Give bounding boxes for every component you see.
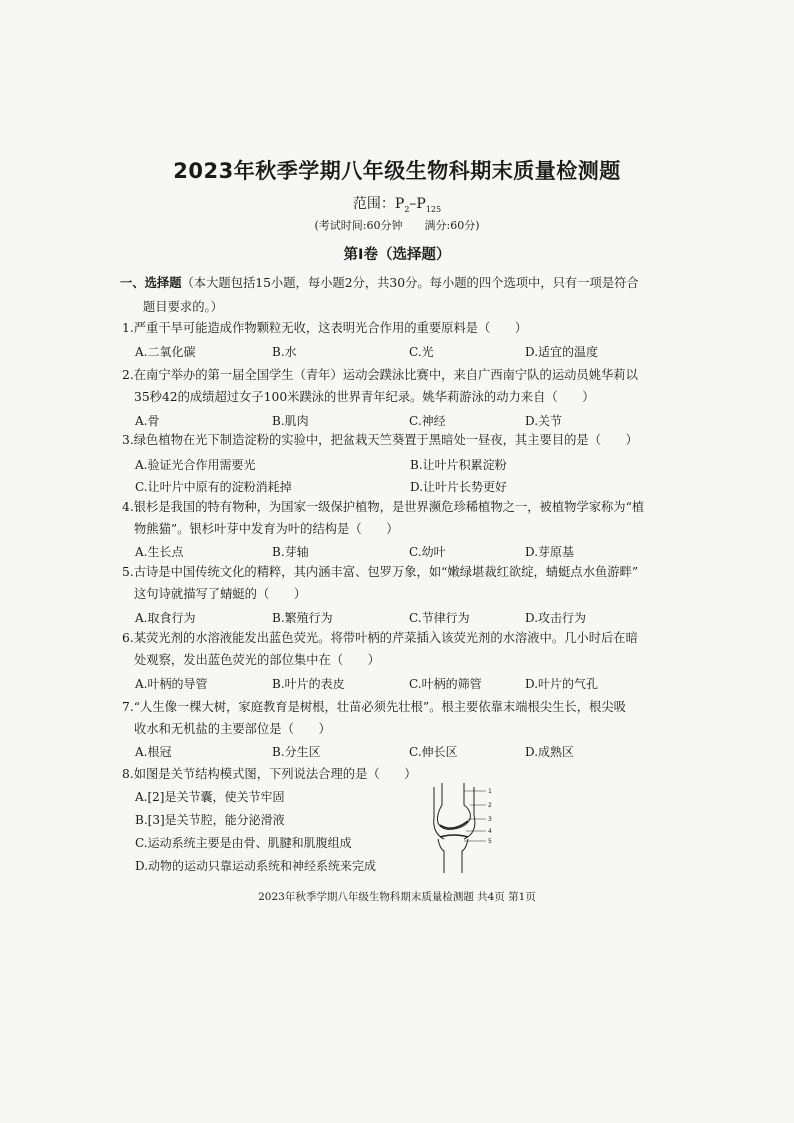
option-d: D.攻击行为 <box>525 611 587 625</box>
diagram-label-2: 2 <box>488 802 492 809</box>
page-footer: 2023年秋季学期八年级生物科期末质量检测题 共4页 第1页 <box>258 891 536 903</box>
option-c: C.神经 <box>409 414 446 428</box>
option-c: C.幼叶 <box>409 545 446 559</box>
joint-structure-diagram <box>430 783 500 873</box>
question-text: 3.绿色植物在光下制造淀粉的实验中，把盆栽天竺葵置于黑暗处一昼夜，其主要目的是（ ） <box>122 433 638 447</box>
question-6 <box>122 627 650 671</box>
scope-range: 范围：$P_2-P_{125}$ <box>352 196 442 214</box>
option-b: B.分生区 <box>272 745 321 759</box>
question-text-cont: 物熊猫”。银杉叶芽中发育为叶的结构是（ ） <box>134 522 399 536</box>
option-b: B.肌肉 <box>272 414 309 428</box>
option-a: A.取食行为 <box>135 611 196 625</box>
question-8-option-b: B.[3]是关节腔，能分泌滑液 <box>135 813 285 827</box>
question-4-options <box>135 543 655 563</box>
question-7 <box>122 696 650 740</box>
option-c: C.节律行为 <box>409 611 470 625</box>
diagram-label-4: 4 <box>488 828 492 835</box>
question-3-option-c: C.让叶片中原有的淀粉消耗掉 <box>135 480 292 494</box>
question-text: 2.在南宁举办的第一届全国学生（青年）运动会蹼泳比赛中，来自广西南宁队的运动员姚华莉以 <box>122 368 638 382</box>
question-text: 4.银杉是我国的特有物种，为国家一级保护植物，是世界濒危珍稀植物之一，被植物学家称为“植 <box>122 500 645 514</box>
option-c: C.叶柄的筛管 <box>409 677 482 691</box>
exam-title: 2023年秋季学期八年级生物科期末质量检测题 <box>173 159 621 183</box>
question-text: 8.如图是关节结构模式图，下列说法合理的是（ ） <box>122 767 417 781</box>
articular-cartilage-upper <box>440 821 468 828</box>
option-a: A.根冠 <box>135 745 172 759</box>
question-1 <box>122 317 650 339</box>
question-3-option-d: D.让叶片长势更好 <box>410 480 508 494</box>
option-a: A.生长点 <box>135 545 184 559</box>
question-text-cont: 处观察，发出蓝色荧光的部位集中在（ ） <box>134 653 380 667</box>
question-5-options <box>135 609 655 629</box>
section-title: 第Ⅰ卷（选择题） <box>343 247 451 263</box>
articular-cartilage-lower <box>440 835 468 837</box>
option-a: A.二氧化碳 <box>135 345 196 359</box>
option-a: A.叶柄的导管 <box>135 677 208 691</box>
question-text: 5.古诗是中国传统文化的精粹，其内涵丰富、包罗万象，如“嫩绿堪裁红欲绽，蜻蜓点水鱼游畔” <box>122 565 639 579</box>
question-8-option-a: A.[2]是关节囊，使关节牢固 <box>135 790 285 804</box>
question-6-options <box>135 675 655 695</box>
question-text-cont: 35秒42的成绩超过女子100米蹼泳的世界青年纪录。姚华莉游泳的动力来自（ ） <box>134 390 595 404</box>
question-1-options <box>135 343 655 363</box>
question-3 <box>122 429 650 451</box>
option-b: B.叶片的表皮 <box>272 677 345 691</box>
option-d: D.芽原基 <box>525 545 575 559</box>
option-b: B.芽轴 <box>272 545 309 559</box>
option-b: B.繁殖行为 <box>272 611 333 625</box>
label-leader-lines <box>464 791 486 841</box>
diagram-label-3: 3 <box>488 816 492 823</box>
section-instructions: 一、选择题（本大题包括15小题，每小题2分，共30分。每小题的四个选项中，只有一项是符合 题目要求的。） <box>120 275 639 314</box>
question-7-options <box>135 743 655 763</box>
question-3-option-b: B.让叶片积累淀粉 <box>410 458 507 472</box>
question-text: 7.“人生像一棵大树，家庭教育是树根，壮苗必须先壮根”。根主要依靠末端根尖生长，根尖吸 <box>122 700 626 714</box>
exam-time-score: (考试时间:60分钟 满分:60分) <box>314 219 480 232</box>
option-a: A.骨 <box>135 414 160 428</box>
diagram-label-5: 5 <box>488 838 492 845</box>
question-8-option-d: D.动物的运动只靠运动系统和神经系统来完成 <box>135 859 377 873</box>
question-text-cont: 这句诗就描写了蜻蜓的（ ） <box>134 587 307 601</box>
question-8-option-c: C.运动系统主要是由骨、肌腱和肌腹组成 <box>135 836 352 850</box>
lower-bone-shaft <box>438 839 468 873</box>
option-d: D.关节 <box>525 414 563 428</box>
option-c: C.伸长区 <box>409 745 458 759</box>
option-b: B.水 <box>272 345 297 359</box>
question-5 <box>122 561 650 605</box>
option-d: D.成熟区 <box>525 745 575 759</box>
question-2 <box>122 364 650 408</box>
question-4 <box>122 496 650 540</box>
question-text: 6.某荧光剂的水溶液能发出蓝色荧光。将带叶柄的芹菜插入该荧光剂的水溶液中。几小时后在暗 <box>122 631 638 645</box>
question-8 <box>122 763 650 785</box>
question-text: 1.严重干旱可能造成作物颗粒无收，这表明光合作用的重要原料是（ ） <box>122 321 528 335</box>
option-d: D.叶片的气孔 <box>525 677 599 691</box>
question-3-option-a: A.验证光合作用需要光 <box>135 458 256 472</box>
diagram-label-1: 1 <box>488 788 492 795</box>
option-c: C.光 <box>409 345 434 359</box>
option-d: D.适宜的温度 <box>525 345 599 359</box>
question-text-cont: 收水和无机盐的主要部位是（ ） <box>134 722 331 736</box>
